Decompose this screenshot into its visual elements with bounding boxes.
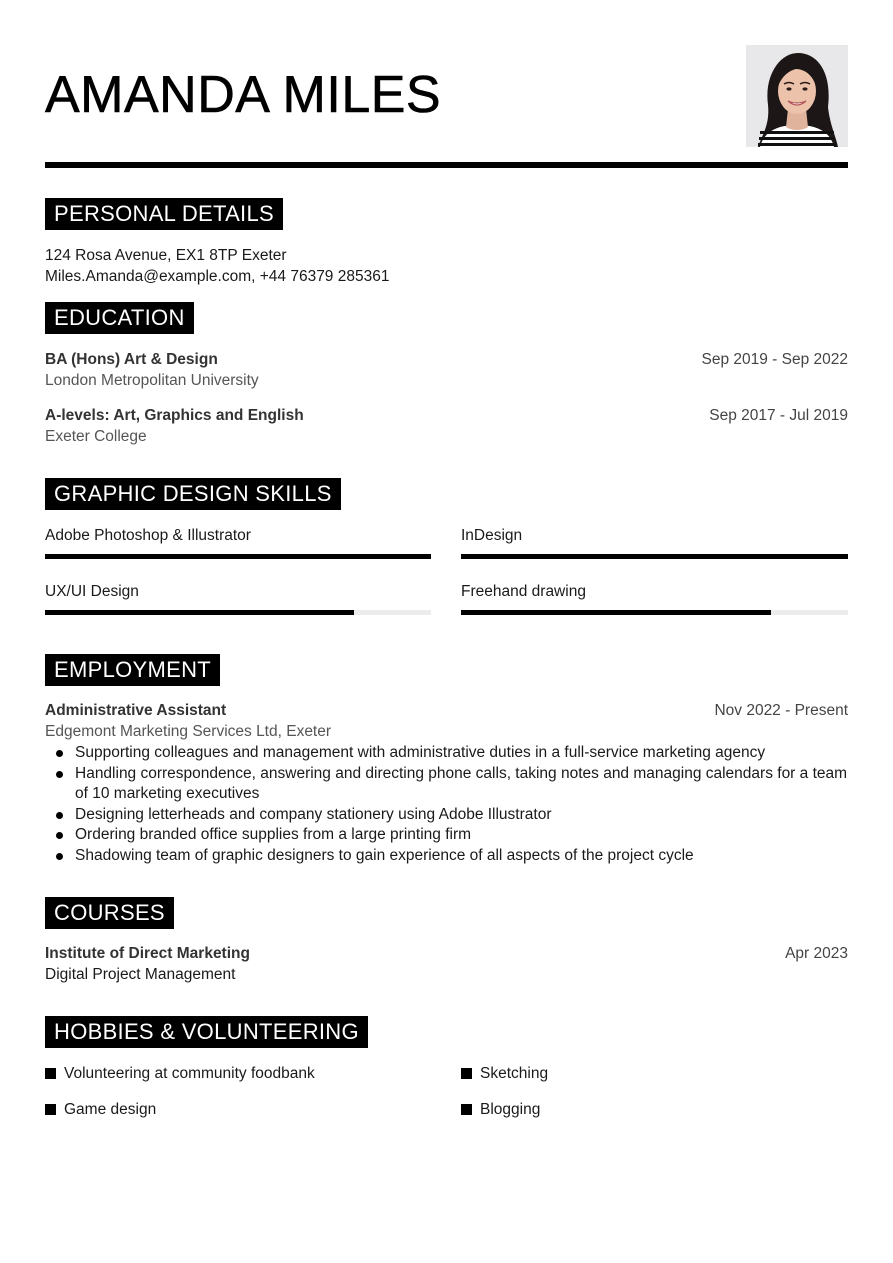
job-dates: Nov 2022 - Present (714, 702, 848, 719)
skill-level-fill (461, 610, 771, 615)
job-company: Edgemont Marketing Services Ltd, Exeter (45, 723, 332, 740)
list-item: Supporting colleagues and management with administrative duties in a full-service marketing agency (45, 743, 848, 764)
portrait-illustration (746, 45, 848, 147)
square-bullet-icon (45, 1068, 56, 1079)
education-school: London Metropolitan University (45, 372, 259, 389)
skill-label: Adobe Photoshop & Illustrator (45, 527, 251, 544)
education-degree: BA (Hons) Art & Design (45, 351, 218, 368)
skill-level-bar (45, 554, 431, 559)
square-bullet-icon (461, 1068, 472, 1079)
section-title-employment: EMPLOYMENT (45, 654, 220, 686)
education-dates: Sep 2019 - Sep 2022 (701, 351, 848, 368)
skill-level-fill (45, 610, 354, 615)
skill-level-fill (461, 554, 848, 559)
list-item: Designing letterheads and company stationery using Adobe Illustrator (45, 805, 848, 826)
bullet-icon (56, 832, 63, 839)
bullet-icon (56, 750, 63, 757)
header-divider (45, 162, 848, 168)
square-bullet-icon (45, 1104, 56, 1115)
list-item: Handling correspondence, answering and directing phone calls, taking notes and managing calendars for a team of 10 marketing executives (45, 764, 848, 805)
course-name: Digital Project Management (45, 966, 236, 983)
section-title-courses: COURSES (45, 897, 174, 929)
skill-label: Freehand drawing (461, 583, 586, 600)
skill-level-fill (45, 554, 431, 559)
square-bullet-icon (461, 1104, 472, 1115)
skill-label: UX/UI Design (45, 583, 139, 600)
hobby-item: Volunteering at community foodbank (45, 1064, 315, 1084)
candidate-name: AMANDA MILES (45, 66, 442, 124)
bullet-icon (56, 853, 63, 860)
skill-level-bar (461, 610, 848, 615)
education-school: Exeter College (45, 428, 147, 445)
contact-text: Miles.Amanda@example.com, +44 76379 285361 (45, 268, 390, 285)
skill-level-bar (461, 554, 848, 559)
education-degree: A-levels: Art, Graphics and English (45, 407, 304, 424)
section-title-personal-details: PERSONAL DETAILS (45, 198, 283, 230)
hobby-item: Game design (45, 1100, 156, 1120)
section-title-hobbies: HOBBIES & VOLUNTEERING (45, 1016, 368, 1048)
skill-label: InDesign (461, 527, 523, 544)
education-dates: Sep 2017 - Jul 2019 (709, 407, 848, 424)
section-title-skills: GRAPHIC DESIGN SKILLS (45, 478, 341, 510)
list-item: Shadowing team of graphic designers to gain experience of all aspects of the project cycle (45, 846, 848, 867)
skill-level-bar (45, 610, 431, 615)
course-institute: Institute of Direct Marketing (45, 945, 250, 962)
bullet-icon (56, 771, 63, 778)
course-date: Apr 2023 (785, 945, 848, 962)
address-text: 124 Rosa Avenue, EX1 8TP Exeter (45, 247, 287, 264)
list-item: Ordering branded office supplies from a large printing firm (45, 825, 848, 846)
profile-photo (746, 45, 848, 147)
section-title-education: EDUCATION (45, 302, 194, 334)
job-title: Administrative Assistant (45, 702, 227, 719)
job-duties-list (45, 743, 848, 866)
bullet-icon (56, 812, 63, 819)
hobby-item: Blogging (461, 1100, 540, 1120)
hobby-item: Sketching (461, 1064, 548, 1084)
